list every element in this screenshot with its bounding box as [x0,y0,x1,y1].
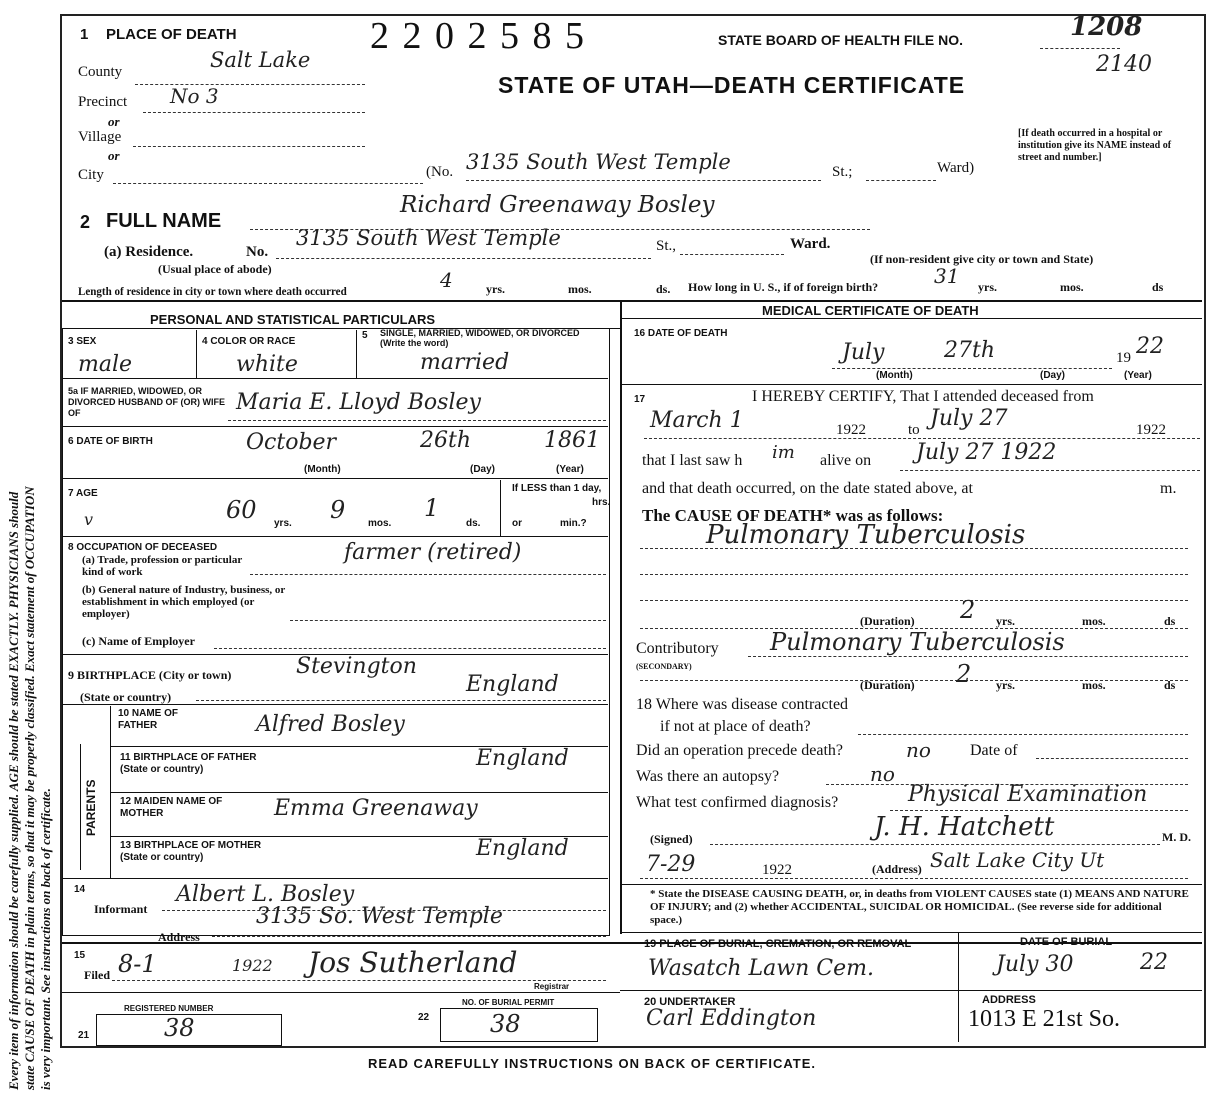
death-month-caption: (Month) [876,370,913,381]
undertaker-address: 1013 E 21st So. [968,1006,1121,1032]
informant-value: Albert L. Bosley [176,882,355,907]
occupation-value: farmer (retired) [344,540,522,565]
non-resident-note: (If non-resident give city or town and State) [870,252,1094,266]
certificate-title: STATE OF UTAH—DEATH CERTIFICATE [498,72,966,98]
cause-footnote: * State the DISEASE CAUSING DEATH, or, in deaths from VIOLENT CAUSES state (1) MEANS AND NATURE OF INJURY; and (2) whether ACCIDENTAL, SUICIDAL OR HOMICIDAL. (See reverse side for additional space.) [650,888,1189,926]
cause-label: The CAUSE OF DEATH* was as follows: [642,506,944,525]
color-label: 4 COLOR OR RACE [202,336,296,347]
signed-year: 1922 [762,862,792,878]
age-days: 1 [424,494,440,522]
father-birthplace: England [476,746,569,771]
birthplace-city: Stevington [296,654,417,679]
physician-address: Salt Lake City Ut [930,848,1105,872]
burial-year: 22 [1140,950,1168,975]
residence-no-label: No. [246,244,269,260]
burial-place-label: 19 PLACE OF BURIAL, CREMATION, OR REMOVAL [644,938,912,950]
undertaker-value: Carl Eddington [646,1006,817,1031]
operation-date-label: Date of [970,742,1018,759]
age-mark: v [84,510,94,529]
death-year: 22 [1136,334,1164,359]
center-divider [620,302,622,934]
mother-value: Emma Greenaway [274,796,478,821]
age-label: 7 AGE [68,488,98,499]
contributory-label: Contributory [636,640,719,657]
item-17-number: 17 [634,394,646,405]
dob-year: 1861 [544,428,600,453]
death-occurred-statement: and that death occurred, on the date stated above, at [642,480,973,497]
or-min-label: or [512,518,522,529]
item-1-number: 1 [80,26,89,43]
medical-heading: MEDICAL CERTIFICATE OF DEATH [762,303,979,318]
signed-date: 7-29 [646,852,696,877]
dob-day-caption: (Day) [470,464,496,475]
file-number: 1208 [1070,12,1143,42]
street-no-label: (No. [426,164,454,180]
cause-value: Pulmonary Tuberculosis [706,520,1026,550]
death-day-caption: (Day) [1040,370,1066,381]
length-mos-label: mos. [568,282,592,296]
residence-st-label: St., [656,238,677,254]
occupation-b-label: (b) General nature of Industry, business, or establishment in which employed (or employer) [82,584,286,620]
last-saw-pre: that I last saw h [642,452,743,469]
dob-day: 26th [420,428,472,453]
side-instructions [2,20,62,1090]
informant-address: 3135 So. West Temple [256,904,503,929]
last-saw-him: im [772,442,795,463]
hrs-label: hrs. [592,497,611,508]
mother-birthplace-label: 13 BIRTHPLACE OF MOTHER (State or country) [120,840,262,863]
physician-signature: J. H. Hatchett [874,812,1055,842]
q18b-label: if not at place of death? [660,718,811,735]
age-ds-label: ds. [466,518,481,529]
item-2-number: 2 [80,212,91,232]
min-label: min.? [560,518,587,529]
undertaker-address-label: ADDRESS [982,994,1036,1006]
permit-value: 38 [490,1010,521,1038]
contrib-yrs-label: yrs. [996,678,1015,692]
length-years: 4 [440,268,453,292]
age-years: 60 [226,496,257,524]
residence-label: (a) Residence. [104,244,194,260]
physician-address-label: (Address) [872,862,922,876]
place-of-death-label: PLACE OF DEATH [106,26,237,43]
signed-label: (Signed) [650,832,693,846]
employer-label: (c) Name of Employer [82,634,195,648]
operation-value: no [906,738,931,762]
us-ds-label: ds [1152,280,1164,294]
md-label: M. D. [1162,830,1191,844]
file-number-2: 2140 [1096,52,1152,77]
permit-item: 22 [418,1012,430,1023]
age-months: 9 [330,496,346,524]
death-month: July [842,340,885,365]
or-label-1: or [108,114,120,129]
street-value: 3135 South West Temple [466,150,731,174]
occupation-label: 8 OCCUPATION OF DECEASED [68,542,218,553]
length-ds-label: ds. [656,282,671,296]
cause-duration-label: (Duration) [860,614,915,628]
death-day: 27th [944,338,996,363]
attended-to-label: to [908,422,920,438]
birthplace-state-label: (State or country) [80,690,172,704]
village-label: Village [78,129,122,145]
undertaker-label: 20 UNDERTAKER [644,996,736,1008]
burial-place: Wasatch Lawn Cem. [648,956,874,981]
cause-mos-label: mos. [1082,614,1106,628]
contributory-value: Pulmonary Tuberculosis [770,628,1065,656]
birthplace-country: England [466,672,559,697]
contrib-duration-label: (Duration) [860,678,915,692]
or-label-2: or [108,148,120,163]
residence-value: 3135 South West Temple [296,226,561,250]
ward-label: Ward) [937,160,975,176]
full-name-value: Richard Greenaway Bosley [400,192,715,218]
precinct-value: No 3 [170,84,219,108]
attended-from: March 1 [650,408,744,433]
precinct-label: Precinct [78,94,128,110]
sex-value: male [78,352,133,377]
cause-ds-label: ds [1164,614,1176,628]
attended-to-year: 1922 [1136,422,1166,438]
contrib-duration-years: 2 [956,660,972,688]
father-birthplace-label: 11 BIRTHPLACE OF FATHER (State or country) [120,752,257,775]
footer-instructions: READ CAREFULLY INSTRUCTIONS ON BACK OF CERTIFICATE. [368,1056,816,1071]
filed-label: Filed [84,968,110,982]
burial-date: July 30 [996,952,1074,977]
city-label: City [78,167,104,183]
filed-date: 8-1 [118,950,157,978]
cause-yrs-label: yrs. [996,614,1015,628]
parents-label: PARENTS [84,779,98,836]
full-name-label: FULL NAME [106,210,222,232]
age-yrs-label: yrs. [274,518,292,529]
contrib-mos-label: mos. [1082,678,1106,692]
side-note-line-2: state CAUSE OF DEATH in plain terms, so that it may be properly classified. Exact statement of OCCUPATION [22,486,37,1090]
informant-number: 14 [74,884,86,895]
filed-year: 1922 [232,956,273,975]
dob-year-caption: (Year) [556,464,584,475]
date-of-death-label: 16 DATE OF DEATH [634,328,728,339]
contrib-ds-label: ds [1164,678,1176,692]
side-note-line-3: is very important. See instructions on back of certificate. [38,788,53,1090]
autopsy-value: no [870,762,895,786]
filed-number: 15 [74,950,86,961]
hospital-note: [If death occurred in a hospital or institution give its NAME instead of street and number.] [1018,128,1172,163]
registrar-signature: Jos Sutherland [308,946,518,979]
us-mos-label: mos. [1060,280,1084,294]
mother-label: 12 MAIDEN NAME OF MOTHER [120,796,223,819]
burial-date-label: DATE OF BURIAL [1020,936,1113,948]
personal-heading: PERSONAL AND STATISTICAL PARTICULARS [150,312,436,327]
mother-birthplace: England [476,836,569,861]
informant-label: Informant [94,902,148,916]
us-years: 31 [934,264,960,288]
reg-num-item: 21 [78,1030,90,1041]
color-value: white [236,352,298,377]
attended-from-year: 1922 [836,422,866,438]
street-st-label: St.; [832,164,853,180]
secondary-label: (SECONDARY) [636,662,692,671]
q18-label: 18 Where was disease contracted [636,696,849,713]
permit-label: NO. OF BURIAL PERMIT [462,998,555,1007]
county-label: County [78,64,123,80]
us-yrs-label: yrs. [978,280,997,294]
status-number: 5 [362,330,368,341]
registrar-label: Registrar [534,982,570,991]
death-year-caption: (Year) [1124,370,1152,381]
last-saw-post: alive on [820,452,872,469]
length-yrs-label: yrs. [486,282,505,296]
father-label: 10 NAME OF FATHER [118,708,179,731]
test-value: Physical Examination [908,782,1148,807]
spouse-value: Maria E. Lloyd Bosley [236,390,481,415]
death-year-prefix: 19 [1116,350,1131,366]
section-top-rule [62,300,1202,302]
operation-question: Did an operation precede death? [636,742,844,759]
file-no-label: STATE BOARD OF HEALTH FILE NO. [718,32,963,48]
length-residence-label: Length of residence in city or town where death occurred [78,284,347,298]
spouse-label: 5a IF MARRIED, WIDOWED, OR DIVORCED HUSBAND OF (OR) WIFE OF [68,386,225,418]
cause-duration-years: 2 [960,596,976,624]
test-question: What test confirmed diagnosis? [636,794,839,811]
father-value: Alfred Bosley [256,712,405,737]
age-mos-label: mos. [368,518,392,529]
dob-label: 6 DATE OF BIRTH [68,436,153,447]
informant-address-label: Address [158,930,200,944]
reg-num-label: REGISTERED NUMBER [124,1004,214,1013]
abode-note: (Usual place of abode) [158,262,272,276]
dob-month-caption: (Month) [304,464,341,475]
last-saw-date: July 27 1922 [916,440,1057,465]
time-m-label: m. [1160,480,1177,497]
status-label: SINGLE, MARRIED, WIDOWED, OR DIVORCED (Write the word) [380,328,580,348]
attended-to: July 27 [930,406,1008,431]
us-residence-label: How long in U. S., if of foreign birth? [688,280,879,294]
certificate-number: 2 2 0 2 5 8 5 [370,15,586,57]
birthplace-label: 9 BIRTHPLACE (City or town) [68,668,232,682]
sex-label: 3 SEX [68,336,97,347]
reg-num-value: 38 [164,1014,195,1042]
side-note-line-1: Every item of information should be carefully supplied. AGE should be stated EXACTLY. PHYSICIANS should [6,491,21,1090]
residence-ward-label: Ward. [790,236,831,252]
autopsy-question: Was there an autopsy? [636,768,780,785]
certify-statement: I HEREBY CERTIFY, That I attended deceased from [752,388,1094,405]
county-value: Salt Lake [210,48,311,72]
dob-month: October [246,430,337,455]
status-value: married [420,350,510,375]
occupation-a-label: (a) Trade, profession or particular kind of work [82,554,243,578]
less-than-label: If LESS than 1 day, [512,483,602,494]
